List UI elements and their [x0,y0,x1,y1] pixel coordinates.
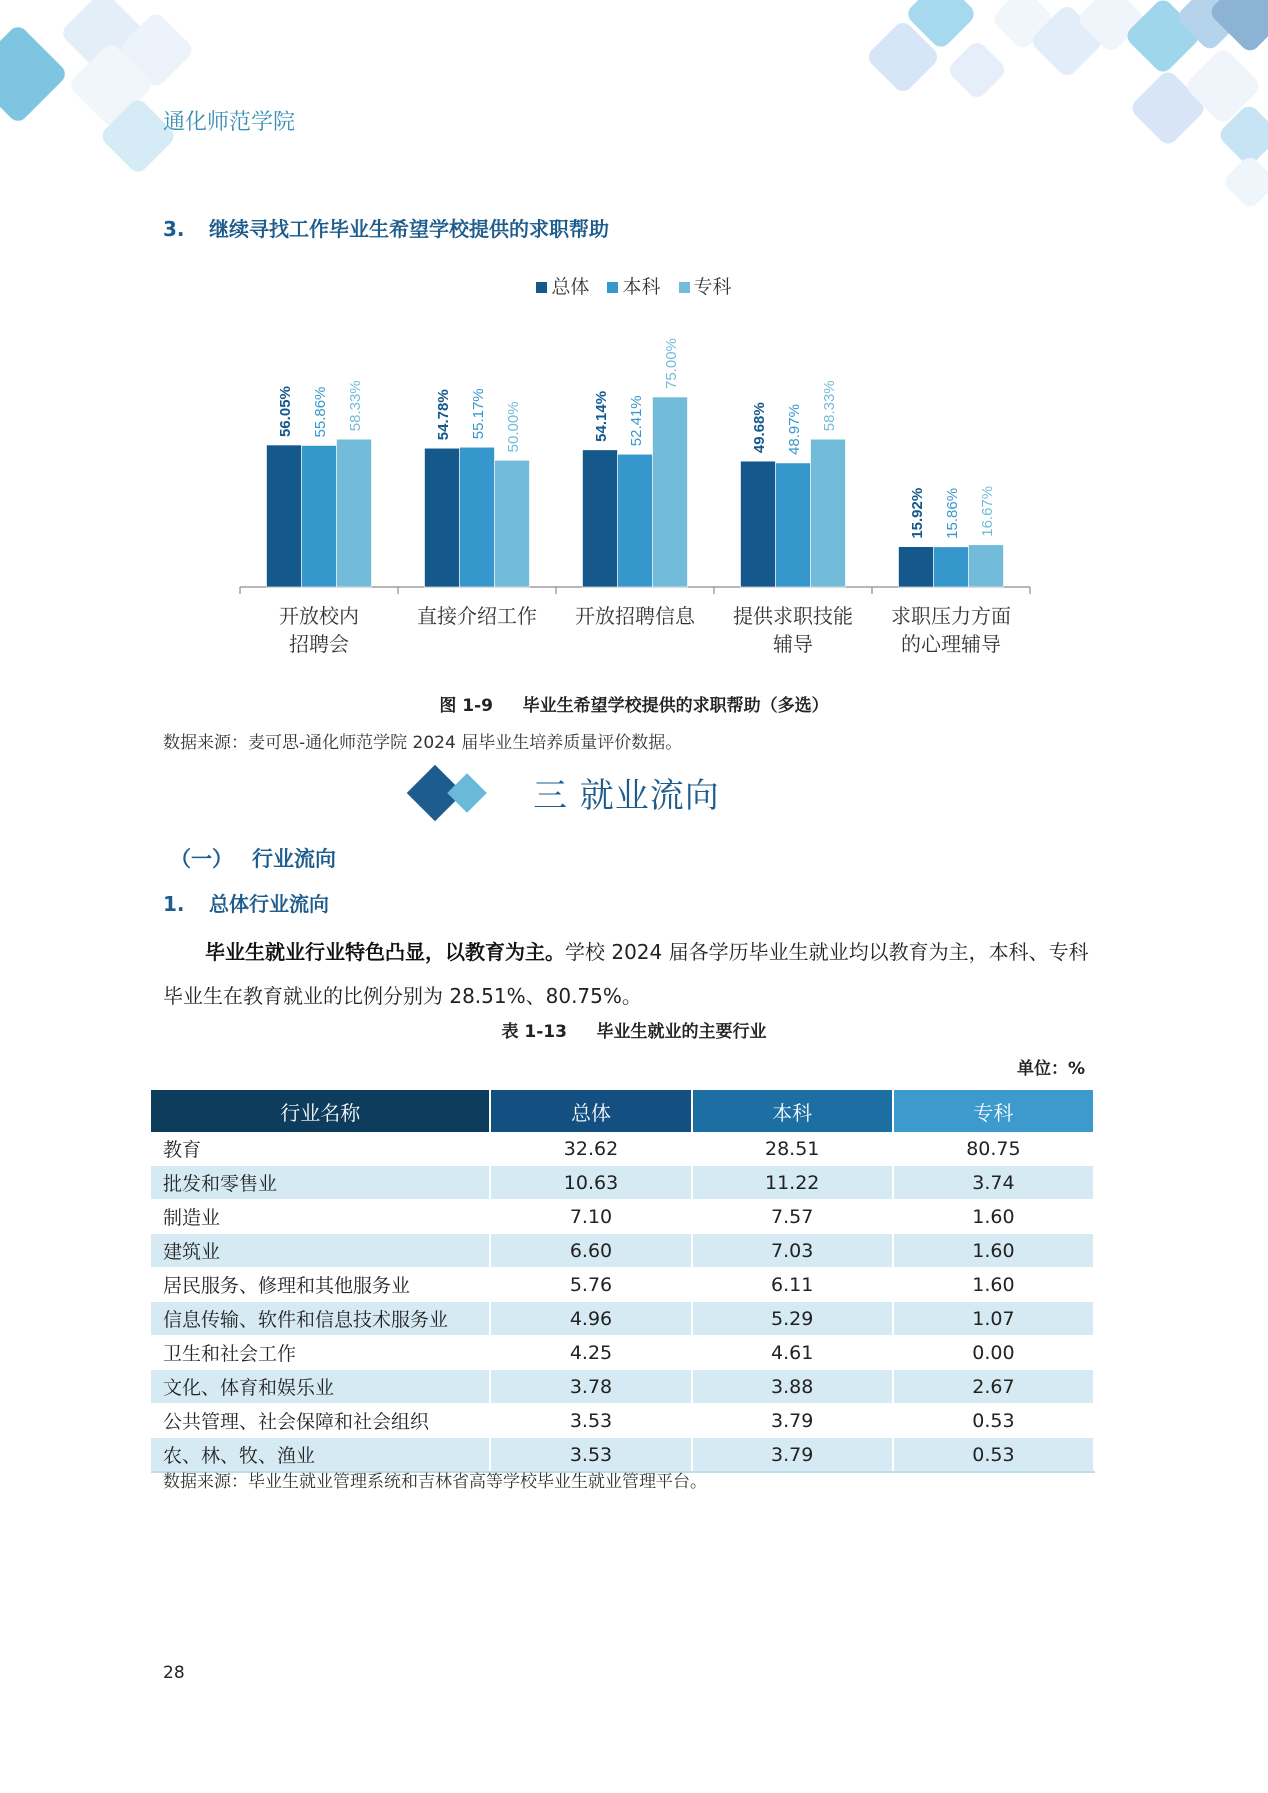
value-cell: 1.60 [893,1200,1094,1234]
data-label: 52.41% [628,395,645,447]
data-label: 54.14% [593,390,610,442]
industry-name-cell: 公共管理、社会保障和社会组织 [151,1404,490,1438]
category-label: 直接介绍工作 [417,604,537,628]
bar [934,547,969,587]
industry-name-cell: 居民服务、修理和其他服务业 [151,1268,490,1302]
value-cell: 5.29 [692,1302,893,1336]
industry-name-cell: 信息传输、软件和信息技术服务业 [151,1302,490,1336]
figure-number: 图 1-9 [439,696,494,716]
section-1-heading [163,888,329,917]
bar [899,547,934,587]
category-label: 提供求职技能 [733,604,853,628]
data-label: 49.68% [751,402,768,454]
section-number: 1. [163,892,185,916]
bar [776,463,811,587]
figure-caption-text: 毕业生希望学校提供的求职帮助（多选） [522,696,829,716]
figure-source: 数据来源：麦可思-通化师范学院 2024 届毕业生培养质量评价数据。 [163,733,683,753]
category-label: 开放招聘信息 [575,604,695,628]
bar [425,448,460,587]
bar [337,439,372,587]
category-label: 求职压力方面 [891,604,1011,628]
bar-chart [0,0,1268,690]
data-label: 58.33% [821,380,838,432]
section-title: 总体行业流向 [209,892,329,916]
value-cell: 3.79 [692,1438,893,1473]
value-cell: 3.53 [490,1404,691,1438]
bar [460,447,495,587]
value-cell: 32.62 [490,1132,691,1166]
table-row [151,1200,1094,1234]
data-label: 58.33% [347,380,364,432]
industry-name-cell: 批发和零售业 [151,1166,490,1200]
table-row [151,1370,1094,1404]
value-cell: 3.78 [490,1370,691,1404]
table-row [151,1166,1094,1200]
value-cell: 6.60 [490,1234,691,1268]
value-cell: 0.53 [893,1438,1094,1473]
table-header-row [151,1090,1094,1132]
table-row [151,1268,1094,1302]
industry-name-cell: 建筑业 [151,1234,490,1268]
industry-name-cell: 制造业 [151,1200,490,1234]
table-row [151,1404,1094,1438]
data-label: 75.00% [663,338,680,389]
value-cell: 5.76 [490,1268,691,1302]
column-header: 总体 [490,1090,691,1132]
bar [653,397,688,587]
value-cell: 4.61 [692,1336,893,1370]
table-source: 数据来源：毕业生就业管理系统和吉林省高等学校毕业生就业管理平台。 [163,1472,707,1492]
paragraph-lead: 毕业生就业行业特色凸显，以教育为主。 [205,940,565,964]
column-header: 行业名称 [151,1090,490,1132]
value-cell: 0.00 [893,1336,1094,1370]
value-cell: 6.11 [692,1268,893,1302]
value-cell: 80.75 [893,1132,1094,1166]
data-label: 15.92% [909,487,926,539]
value-cell: 2.67 [893,1370,1094,1404]
value-cell: 3.88 [692,1370,893,1404]
data-label: 54.78% [435,389,452,441]
bar [495,460,530,587]
data-label: 48.97% [786,404,803,455]
section-title: 继续寻找工作毕业生希望学校提供的求职帮助 [209,217,609,241]
value-cell: 7.10 [490,1200,691,1234]
value-cell: 1.60 [893,1268,1094,1302]
data-label: 55.17% [470,388,487,440]
table-row [151,1132,1094,1166]
data-label: 15.86% [944,487,961,539]
legend-label: 总体 [551,276,590,298]
legend-label: 专科 [693,276,732,298]
value-cell: 4.96 [490,1302,691,1336]
bar [302,445,337,587]
data-label: 55.86% [312,386,329,438]
chapter-title: 三 就业流向 [533,776,720,816]
category-label: 的心理辅导 [901,632,1001,656]
industry-table [151,1090,1095,1473]
value-cell: 1.07 [893,1302,1094,1336]
industry-name-cell: 文化、体育和娱乐业 [151,1370,490,1404]
table-row [151,1336,1094,1370]
value-cell: 28.51 [692,1132,893,1166]
value-cell: 10.63 [490,1166,691,1200]
bar [583,450,618,587]
value-cell: 7.57 [692,1200,893,1234]
table-row [151,1302,1094,1336]
bar [969,545,1004,587]
data-label: 16.67% [979,485,996,537]
page-number: 28 [163,1663,185,1683]
value-cell: 7.03 [692,1234,893,1268]
bar [741,461,776,587]
subsection-number: （一） [170,847,233,871]
value-cell: 3.53 [490,1438,691,1473]
data-label: 56.05% [277,386,294,438]
table-caption [0,1017,1268,1042]
table-row [151,1234,1094,1268]
subsection-heading [170,843,336,873]
value-cell: 3.79 [692,1404,893,1438]
value-cell: 11.22 [692,1166,893,1200]
bar [267,445,302,587]
column-header: 本科 [692,1090,893,1132]
bar [811,439,846,587]
data-label: 50.00% [505,401,522,453]
value-cell: 1.60 [893,1234,1094,1268]
table-caption-text: 毕业生就业的主要行业 [596,1022,767,1042]
table-number: 表 1-13 [501,1022,567,1042]
category-label: 开放校内 [279,604,359,628]
body-paragraph [163,930,1093,1018]
industry-name-cell: 教育 [151,1132,490,1166]
value-cell: 0.53 [893,1404,1094,1438]
header-school-name: 通化师范学院 [163,110,296,135]
column-header: 专科 [893,1090,1094,1132]
bar [618,454,653,587]
diamond-icon [447,773,487,813]
paragraph-body: 学校 2024 届各学历毕业生就业均以教育为主，本科、专科毕业生在教育就业的比例分别为 28.51%、80.75%。 [163,940,1089,1008]
table-unit: 单位：% [1016,1059,1085,1079]
legend-label: 本科 [622,276,661,298]
category-label: 招聘会 [289,632,349,656]
value-cell: 4.25 [490,1336,691,1370]
industry-name-cell: 卫生和社会工作 [151,1336,490,1370]
section-number: 3. [163,217,185,241]
category-label: 辅导 [773,632,813,656]
industry-name-cell: 农、林、牧、渔业 [151,1438,490,1473]
subsection-title: 行业流向 [252,847,336,871]
value-cell: 3.74 [893,1166,1094,1200]
figure-caption [0,691,1268,716]
